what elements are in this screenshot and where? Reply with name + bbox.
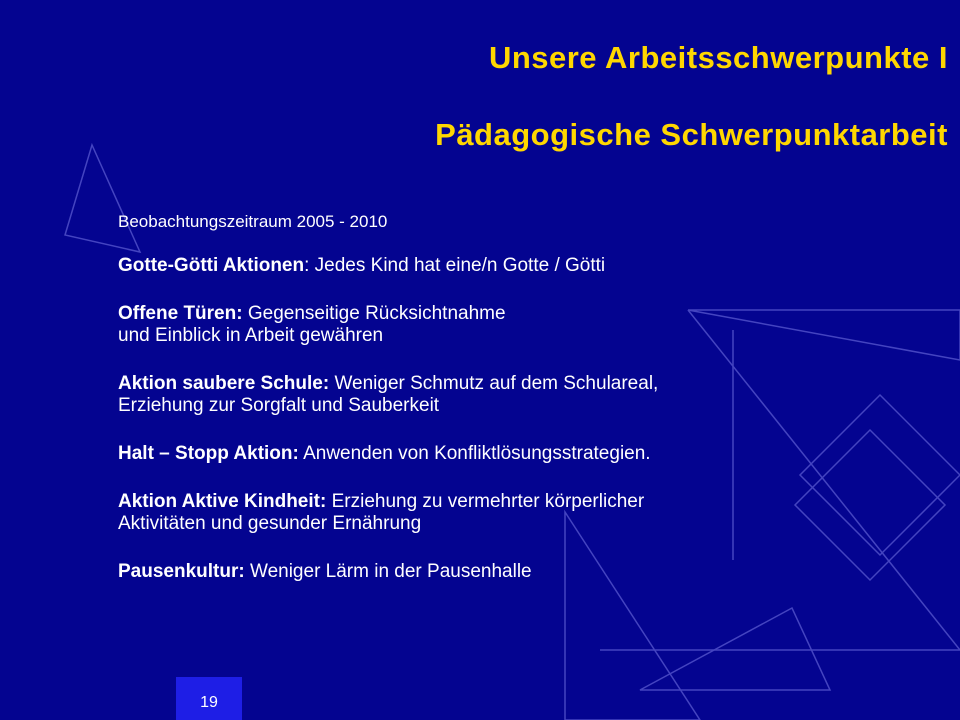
entry-halt-stopp <box>118 443 878 465</box>
entry-text-continued: und Einblick in Arbeit gewähren <box>118 325 384 346</box>
title-line-2: Pädagogische Schwerpunktarbeit <box>435 117 948 152</box>
entry-text: Erziehung zu vermehrter körperlicher <box>331 491 645 512</box>
entry-text-continued: Erziehung zur Sorgfalt und Sauberkeit <box>118 395 440 416</box>
entry-text: Gegenseitige Rücksichtnahme <box>247 303 506 324</box>
entry-saubere-schule <box>118 373 878 417</box>
entry-term: Halt – Stopp Aktion: <box>118 443 299 464</box>
triangle-bottom-right-shape <box>640 608 830 690</box>
page-number-box <box>176 677 242 720</box>
entry-pausenkultur <box>118 561 878 583</box>
entry-text: Anwenden von Konfliktlösungsstrategien. <box>303 443 651 464</box>
entry-term: Pausenkultur: <box>118 561 245 582</box>
entry-aktive-kindheit <box>118 491 878 535</box>
entry-term: Gotte-Götti Aktionen <box>118 255 305 276</box>
entry-term: Aktion saubere Schule: <box>118 373 330 394</box>
entry-term: Offene Türen: <box>118 303 243 324</box>
entry-term: Aktion Aktive Kindheit: <box>118 491 327 512</box>
entry-offene-tueren <box>118 303 878 347</box>
content-body <box>118 211 878 609</box>
entry-text-continued: Aktivitäten und gesunder Ernährung <box>118 513 422 534</box>
entry-text: Weniger Schmutz auf dem Schulareal, <box>334 373 659 394</box>
entry-gotte-goetti <box>118 255 878 277</box>
entry-separator: : <box>304 255 315 276</box>
page-number: 19 <box>200 694 218 711</box>
entry-text: Weniger Lärm in der Pausenhalle <box>249 561 532 582</box>
entry-text: Jedes Kind hat eine/n Gotte / Götti <box>314 255 606 276</box>
title-line-1: Unsere Arbeitsschwerpunkte I <box>488 40 948 75</box>
observation-period: Beobachtungszeitraum 2005 - 2010 <box>118 212 388 231</box>
